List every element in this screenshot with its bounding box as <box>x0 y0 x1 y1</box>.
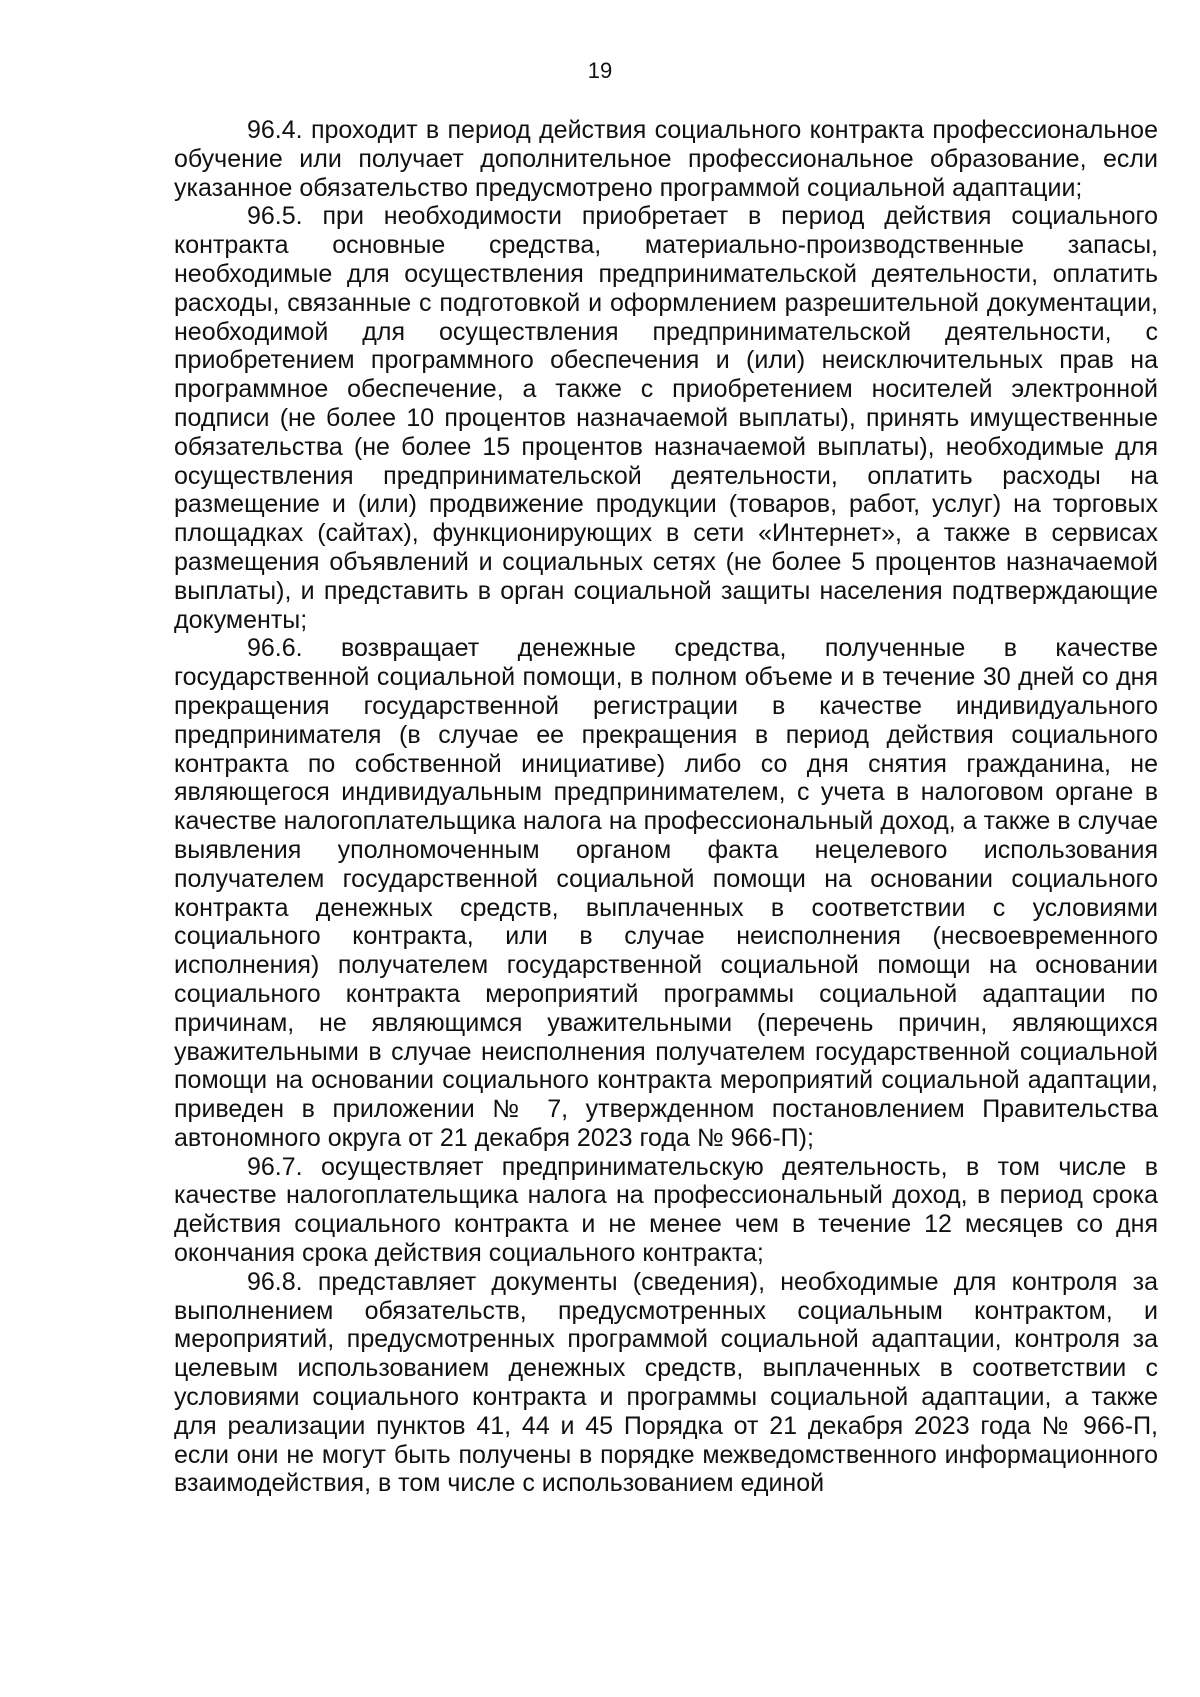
document-body <box>174 116 1158 1498</box>
paragraph-text: представляет документы (сведения), необходимые для контроля за выполнением обязательств, предусмотренных социальным контрактом, и мероприятий, предусмотренных программой социальной адаптации, контроля за целевым использованием денежных средств, выплаченных в соответствии с условиями социального контракта и программы социальной адаптации, а также для реализации пунктов 41, 44 и 45 Порядка от 21 декабря 2023 года № 966-П, если они не могут быть получены в порядке межведомственного информационного взаимодействия, в том числе с использованием единой <box>174 1267 1158 1498</box>
paragraph-number: 96.4. <box>247 116 303 144</box>
page-number: 19 <box>587 58 613 83</box>
paragraph-number: 96.8. <box>247 1267 303 1296</box>
paragraph-number: 96.7. <box>247 1152 303 1181</box>
paragraph-text: осуществляет предпринимательскую деятельность, в том числе в качестве налогоплательщика налога на профессиональный доход, в период срока действия социального контракта и не менее чем в течение 12 месяцев со дня окончания срока действия социального контракта; <box>174 1152 1158 1268</box>
paragraph-number: 96.5. <box>247 202 303 231</box>
paragraph-text: проходит в период действия социального контракта профессиональное обучение или получает дополнительное профессиональное образование, если указанное обязательство предусмотрено программой социальной адаптации; <box>174 116 1158 202</box>
paragraph-96-5 <box>174 202 1158 634</box>
paragraph-96-4 <box>174 116 1158 202</box>
paragraph-96-8 <box>174 1268 1158 1498</box>
paragraph-96-7 <box>174 1153 1158 1268</box>
paragraph-text: возвращает денежные средства, полученные в качестве государственной социальной помощи, в полном объеме и в течение 30 дней со дня прекращения государственной регистрации в качестве индивидуального предпринимателя (в случае ее прекращения в период действия социального контракта по собственной инициативе) либо со дня снятия гражданина, не являющегося индивидуальным предпринимателем, с учета в налоговом органе в качестве налогоплательщика налога на профессиональный доход, а также в случае выявления уполномоченным органом факта нецелевого использования получателем государственной социальной помощи на основании социального контракта денежных средств, выплаченных в соответствии с условиями социального контракта, или в случае неисполнения (несвоевременного исполнения) получателем государственной социальной помощи на основании социального контракта мероприятий программы социальной адаптации по причинам, не являющимся уважительными (перечень причин, являющихся уважительными в случае неисполнения получателем государственной социальной помощи на основании социального контракта мероприятий социальной адаптации, приведен в приложении № 7, утвержденном постановлением Правительства автономного округа от 21 декабря 2023 года № 966-П); <box>174 634 1159 1152</box>
paragraph-number: 96.6. <box>247 634 303 663</box>
paragraph-text: при необходимости приобретает в период действия социального контракта основные средства, материально-производственные запасы, необходимые для осуществления предпринимательской деятельности, оплатить расходы, связанные с подготовкой и оформлением разрешительной документации, необходимой для осуществления предпринимательской деятельности, с приобретением программного обеспечения и (или) неисключительных прав на программное обеспечение, а также с приобретением носителей электронной подписи (не более 10 процентов назначаемой выплаты), принять имущественные обязательства (не более 15 процентов назначаемой выплаты), необходимые для осуществления предпринимательской деятельности, оплатить расходы на размещение и (или) продвижение продукции (товаров, работ, услуг) на торговых площадках (сайтах), функционирующих в сети «Интернет», а также в сервисах размещения объявлений и социальных сетях (не более 5 процентов назначаемой выплаты), и представить в орган социальной защиты населения подтверждающие документы; <box>174 202 1158 634</box>
paragraph-96-6 <box>174 634 1158 1152</box>
